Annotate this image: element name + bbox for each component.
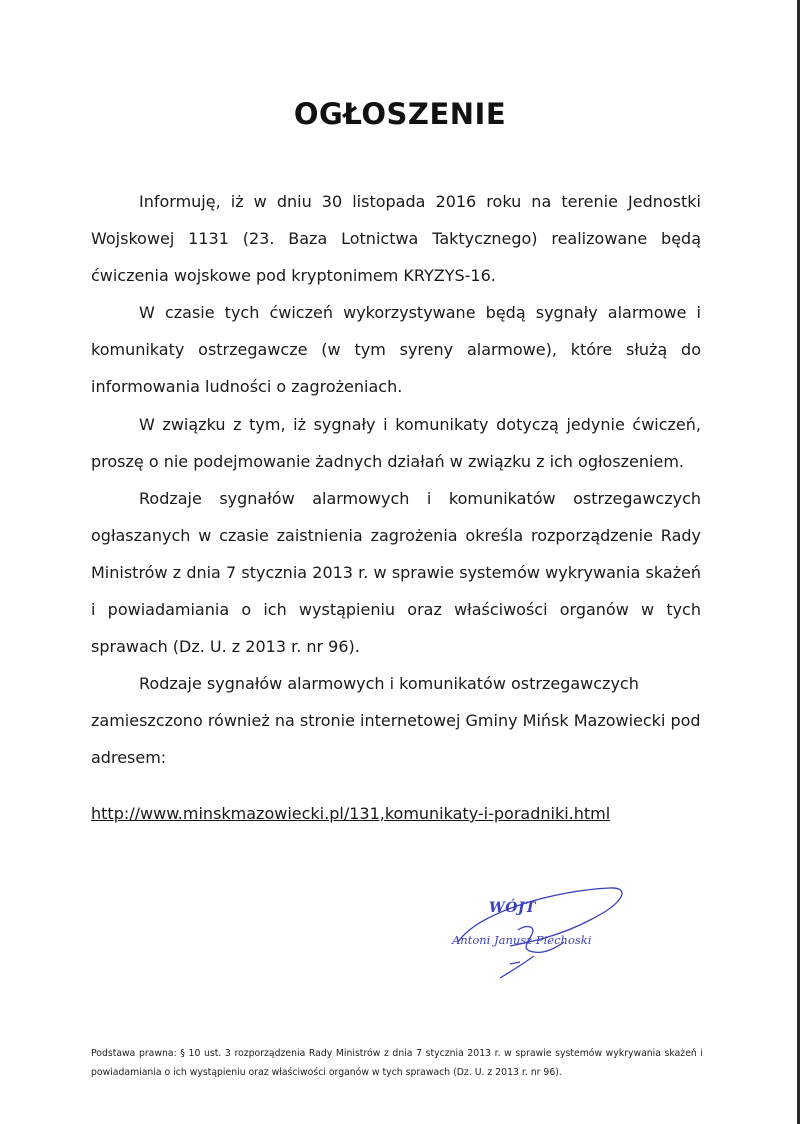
page-title: OGŁOSZENIE [293,97,507,131]
paragraph-no-action: W związku z tym, iż sygnały i komunikaty dotyczą jedynie ćwiczeń, proszę o nie podejmowanie żadnych działań w związku z ich ogłoszeniem. [91,414,701,471]
paragraph-website: Rodzaje sygnałów alarmowych i komunikatów ostrzegawczych zamieszczono również na stronie internetowej Gminy Mińsk Mazowiecki pod adresem: [91,674,701,767]
paragraph-exercise-info: Informuję, iż w dniu 30 listopada 2016 roku na terenie Jednostki Wojskowej 1131 (23. Baza Lotnictwa Taktycznego) realizowane będą ćwiczenia wojskowe pod kryptonimem KRYZYS-16. [91,192,701,285]
website-link[interactable]: http://www.minskmazowiecki.pl/131,komunikaty-i-poradniki.html [91,804,611,823]
stamp-title: WÓJT [489,900,536,916]
stamp-name: Antoni Janusz Piechoski [452,933,592,947]
paragraph-regulation: Rodzaje sygnałów alarmowych i komunikatów ostrzegawczych ogłaszanych w czasie zaistnienia zagrożenia określa rozporządzenie Rady Ministrów z dnia 7 stycznia 2013 r. w sprawie systemów wykrywania skażeń i powiadamiania o ich wystąpieniu oraz właściwości organów w tych sprawach (Dz. U. z 2013 r. nr 96). [91,489,701,656]
legal-basis-footnote: Podstawa prawna: § 10 ust. 3 rozporządzenia Rady Ministrów z dnia 7 stycznia 2013 r. w sprawie systemów wykrywania skażeń i powiadamiania o ich wystąpieniu oraz właściwości organów w tych sprawach (Dz. U. z 2013 r. nr 96). [91,1048,703,1078]
paragraph-alarm-signals: W czasie tych ćwiczeń wykorzystywane będą sygnały alarmowe i komunikaty ostrzegawcze (w tym syreny alarmowe), które służą do informowania ludności o zagrożeniach. [91,303,701,396]
announcement-body [91,184,701,778]
